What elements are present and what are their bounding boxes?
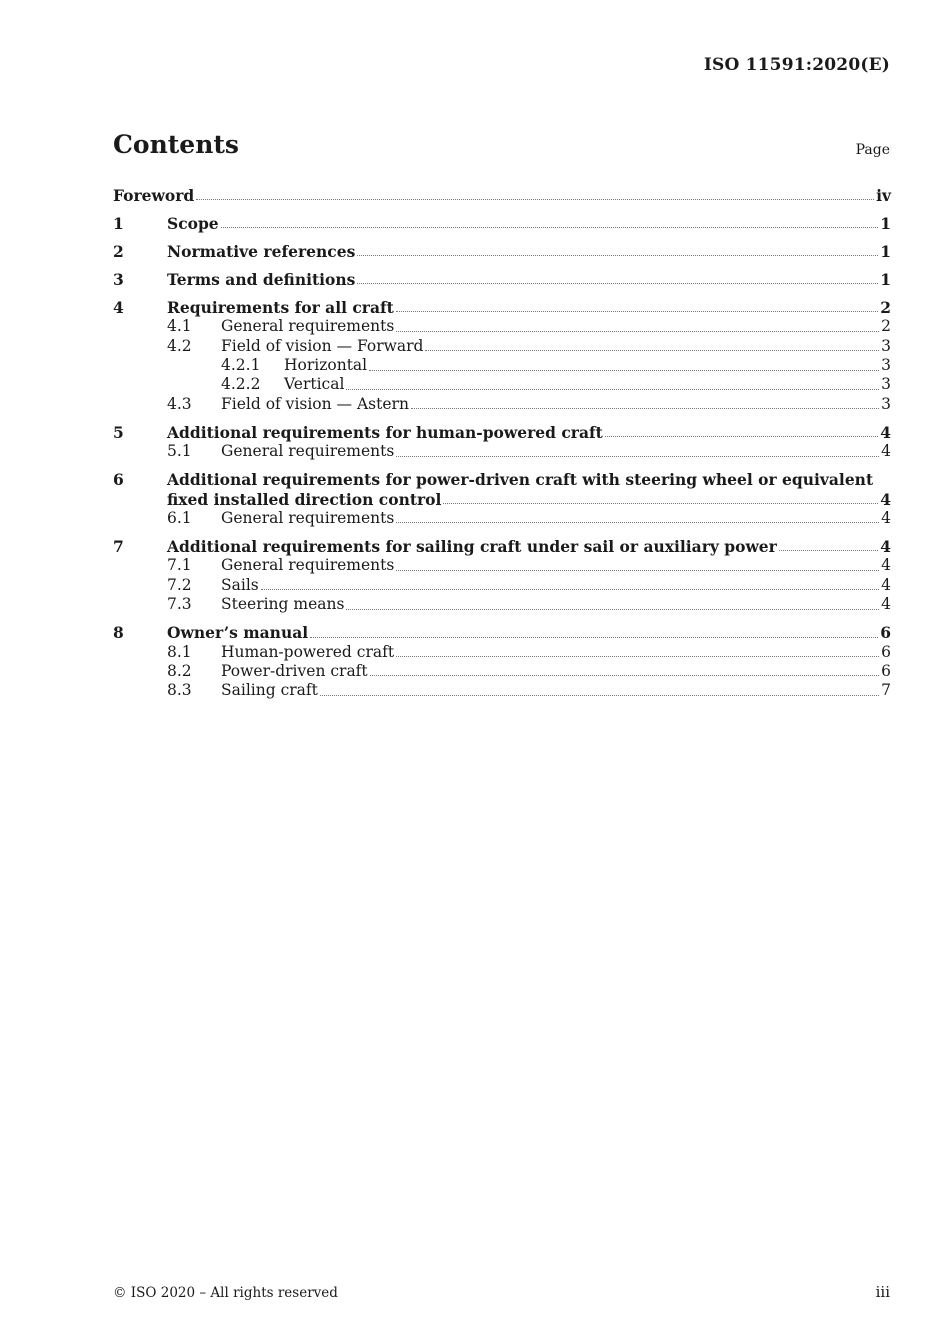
- toc-entry-7-2[interactable]: [113, 576, 891, 595]
- toc-page: 7: [881, 681, 891, 700]
- toc-number: 5: [113, 422, 124, 442]
- toc-page: 2: [880, 297, 891, 317]
- toc-entry-7-1[interactable]: [113, 556, 891, 575]
- toc-entry-4[interactable]: [113, 298, 891, 317]
- toc-title: Field of vision — Astern: [221, 394, 409, 413]
- toc-title: Field of vision — Forward: [221, 336, 424, 355]
- toc-entry-1[interactable]: [113, 214, 891, 233]
- toc-title: Scope: [167, 213, 219, 233]
- toc-title: Foreword: [113, 185, 195, 205]
- toc-number: 1: [113, 213, 124, 233]
- toc-number: 4.2.1: [221, 356, 261, 375]
- toc-page: 6: [881, 661, 891, 680]
- dot-leader: [443, 503, 878, 504]
- dot-leader: [196, 199, 874, 200]
- toc-page: 4: [881, 509, 891, 528]
- toc-title: General requirements: [221, 509, 395, 528]
- toc-entry-4-2-1[interactable]: [113, 356, 891, 375]
- toc-page: iv: [876, 185, 891, 205]
- toc-entry-6[interactable]: [113, 470, 891, 489]
- toc-title: Power-driven craft: [221, 661, 368, 680]
- toc-title: General requirements: [221, 556, 395, 575]
- dot-leader: [346, 609, 879, 610]
- toc-number: 4: [113, 297, 124, 317]
- toc-page: 3: [881, 336, 891, 355]
- toc-title: Sailing craft: [221, 681, 318, 700]
- toc-title: Vertical: [284, 375, 345, 394]
- toc-title: Additional requirements for human-powered craft: [167, 422, 603, 442]
- toc-title: Normative references: [167, 241, 356, 261]
- dot-leader: [221, 227, 879, 228]
- toc-page: 3: [881, 394, 891, 413]
- toc-entry-8-3[interactable]: [113, 681, 891, 700]
- toc-number: 4.1: [167, 317, 192, 336]
- toc-number: 4.3: [167, 394, 192, 413]
- dot-leader: [357, 283, 878, 284]
- toc-page: 4: [881, 556, 891, 575]
- toc-entry-6-continued[interactable]: [113, 490, 891, 509]
- toc-entry-4-2-2[interactable]: [113, 376, 891, 395]
- toc-title: Owner’s manual: [167, 623, 309, 643]
- toc-number: 3: [113, 269, 124, 289]
- toc-page: 4: [880, 489, 891, 509]
- toc-page: 4: [880, 422, 891, 442]
- toc-entry-4-3[interactable]: [113, 395, 891, 414]
- toc-number: 7.1: [167, 556, 192, 575]
- page-column-label: Page: [855, 142, 890, 158]
- toc-page: 1: [880, 269, 891, 289]
- toc-title-line-1: Additional requirements for power-driven craft with steering wheel or equivalent: [167, 470, 874, 490]
- toc-number: 8: [113, 623, 124, 643]
- document-id: ISO 11591:2020(E): [703, 55, 890, 75]
- toc-page: 3: [881, 375, 891, 394]
- toc-entry-6-1[interactable]: [113, 509, 891, 528]
- toc-number: 7.2: [167, 575, 192, 594]
- toc-entry-3[interactable]: [113, 270, 891, 289]
- dot-leader: [396, 522, 879, 523]
- toc-page: 1: [880, 241, 891, 261]
- copyright-notice: © ISO 2020 – All rights reserved: [113, 1285, 338, 1301]
- toc-entry-8-2[interactable]: [113, 662, 891, 681]
- toc-title-line-2: fixed installed direction control: [167, 489, 442, 509]
- toc-entry-4-2[interactable]: [113, 337, 891, 356]
- toc-page: 2: [881, 317, 891, 336]
- toc-title: Terms and definitions: [167, 269, 356, 289]
- toc-number: 8.3: [167, 681, 192, 700]
- toc-title: General requirements: [221, 442, 395, 461]
- dot-leader: [396, 656, 879, 657]
- toc-number: 8.2: [167, 661, 192, 680]
- dot-leader: [605, 436, 878, 437]
- toc-title: Requirements for all craft: [167, 297, 394, 317]
- page-number: iii: [875, 1283, 890, 1301]
- toc-entry-2[interactable]: [113, 242, 891, 261]
- toc-entry-7[interactable]: [113, 537, 891, 556]
- dot-leader: [346, 389, 879, 390]
- toc-title: Horizontal: [284, 356, 368, 375]
- toc-entry-4-1[interactable]: [113, 317, 891, 336]
- dot-leader: [357, 255, 878, 256]
- toc-page: 4: [880, 537, 891, 556]
- toc-entry-8-1[interactable]: [113, 643, 891, 662]
- toc-number: 8.1: [167, 642, 192, 661]
- toc-page: 4: [881, 575, 891, 594]
- toc-number: 2: [113, 241, 124, 261]
- toc-number: 5.1: [167, 442, 192, 461]
- toc-page: 1: [880, 213, 891, 233]
- toc-number: 7.3: [167, 595, 192, 614]
- toc-number: 6.1: [167, 509, 192, 528]
- toc-number: 4.2: [167, 336, 192, 355]
- toc-entry-foreword[interactable]: [113, 186, 891, 205]
- toc-entry-5[interactable]: [113, 423, 891, 442]
- dot-leader: [425, 350, 879, 351]
- toc-title: Additional requirements for sailing craft under sail or auxiliary power: [167, 537, 777, 556]
- toc-page: 4: [881, 442, 891, 461]
- toc-title: Sails: [221, 575, 259, 594]
- toc-title: Human-powered craft: [221, 642, 395, 661]
- toc-entry-5-1[interactable]: [113, 442, 891, 461]
- dot-leader: [396, 311, 878, 312]
- dot-leader: [779, 550, 878, 551]
- toc-page: 6: [880, 623, 891, 643]
- dot-leader: [369, 370, 879, 371]
- dot-leader: [261, 589, 879, 590]
- toc-number: 4.2.2: [221, 375, 261, 394]
- toc-entry-8[interactable]: [113, 623, 891, 642]
- dot-leader: [396, 456, 879, 457]
- toc-entry-7-3[interactable]: [113, 595, 891, 614]
- toc-title: General requirements: [221, 317, 395, 336]
- page-title: Contents: [113, 130, 240, 159]
- toc-page: 6: [881, 642, 891, 661]
- table-of-contents: [113, 186, 891, 701]
- toc-title: Steering means: [221, 595, 345, 614]
- dot-leader: [411, 408, 879, 409]
- toc-number: 6: [113, 470, 124, 490]
- toc-page: 3: [881, 356, 891, 375]
- toc-page: 4: [881, 595, 891, 614]
- dot-leader: [310, 637, 878, 638]
- dot-leader: [370, 675, 879, 676]
- dot-leader: [396, 570, 879, 571]
- dot-leader: [396, 331, 879, 332]
- dot-leader: [320, 695, 879, 696]
- toc-number: 7: [113, 537, 124, 556]
